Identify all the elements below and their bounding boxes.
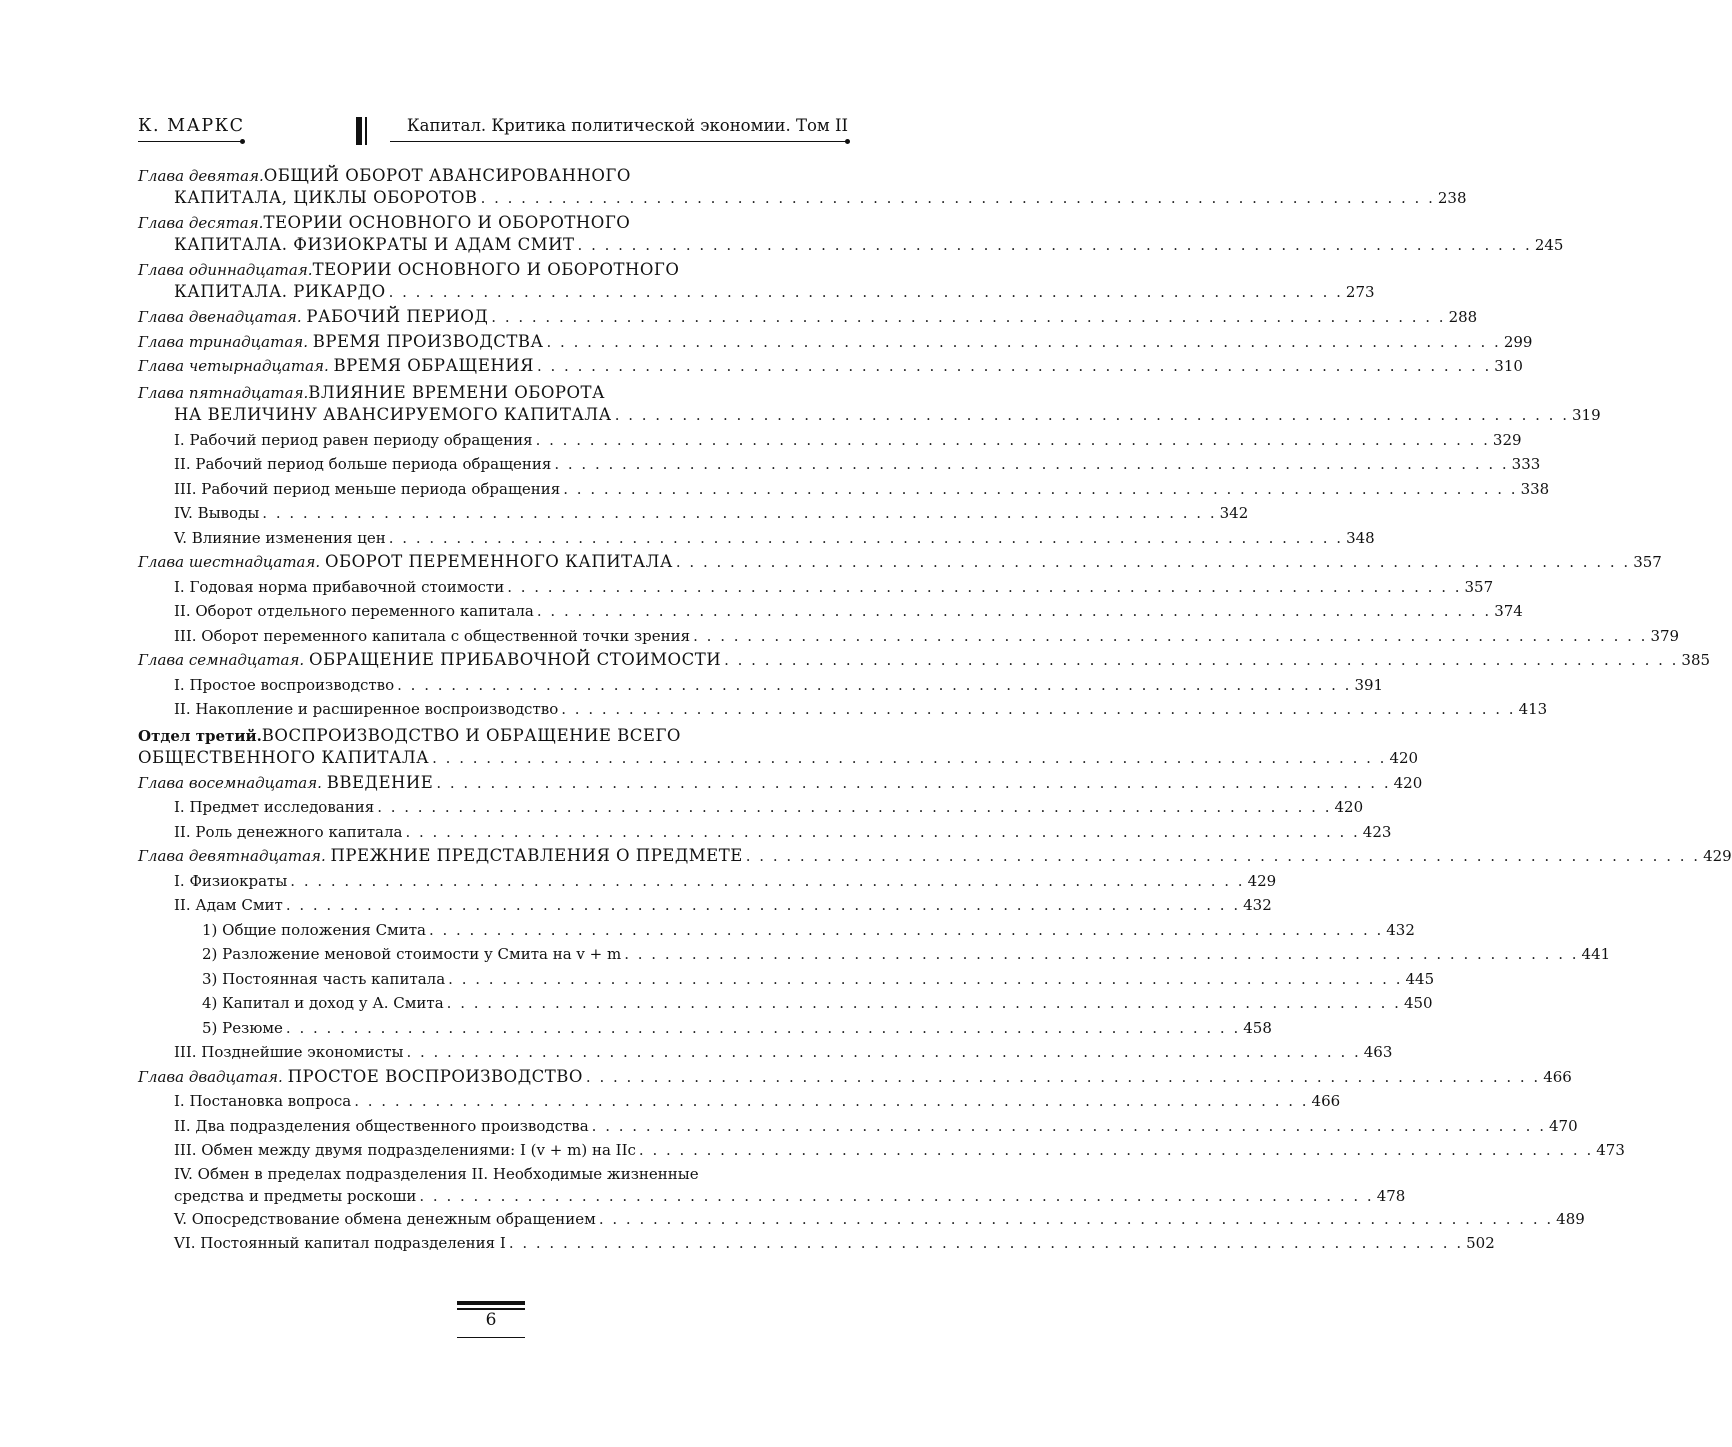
footer-rule (457, 1337, 525, 1338)
toc-title (174, 1185, 419, 1207)
toc-page-number: 348 (1346, 528, 1375, 547)
leader-dots: . . . . . . . . . . . . . . . . . . . . . . . . . . . . . . . . . . . . . . . . . . . . . . . . . . . . . . . . . . . . . . . . . . . . . . . (354, 1092, 1309, 1110)
toc-title (174, 893, 286, 918)
toc-page-number: 288 (1448, 308, 1478, 326)
toc-entry-sub (138, 501, 1249, 526)
chapter-label: Глава двадцатая. (138, 1067, 283, 1086)
toc-line (138, 526, 1375, 551)
toc-line (138, 1016, 1272, 1041)
toc-entry-sub (138, 526, 1375, 551)
leader-dots: . . . . . . . . . . . . . . . . . . . . . . . . . . . . . . . . . . . . . . . . . . . . . . . . . . . . . . . . . . . . . . . . . . . . . . . (507, 577, 1462, 596)
toc-page-number: 420 (1393, 773, 1423, 792)
section-title: IV. Выводы (174, 504, 260, 522)
leader-dots: . . . . . . . . . . . . . . . . . . . . . . . . . . . . . . . . . . . . . . . . . . . . . . . . . . . . . . . . . . . . . . . . . . . . . . . (693, 626, 1648, 645)
section-title: I. Годовая норма прибавочной стоимости (174, 577, 505, 596)
table-of-contents (138, 162, 1732, 1256)
leader-dots: . . . . . . . . . . . . . . . . . . . . . . . . . . . . . . . . . . . . . . . . . . . . . . . . . . . . . . . . . . . . . . . . . . . . . . . (561, 700, 1516, 718)
chapter-title: ТЕОРИИ ОСНОВНОГО И ОБОРОТНОГО (263, 213, 631, 232)
leader-dots: . . . . . . . . . . . . . . . . . . . . . . . . . . . . . . . . . . . . . . . . . . . . . . . . . . . . . . . . . . . . . . . . . . . . . . . (285, 1018, 1241, 1037)
toc-entry-chapter1 (138, 771, 1423, 796)
leader-dots: . . . . . . . . . . . . . . . . . . . . . . . . . . . . . . . . . . . . . . . . . . . . . . . . . . . . . . . . . . . . . . . . . . . . . . . (428, 920, 1384, 939)
toc-entry-subsub (138, 918, 1415, 943)
toc-line (138, 820, 1392, 845)
leader-dots: . . . . . . . . . . . . . . . . . . . . . . . . . . . . . . . . . . . . . . . . . . . . . . . . . . . . . . . . . . . . . . . . . . . . . . . (554, 455, 1509, 473)
toc-line (138, 747, 1419, 769)
subsection-title: 4) Капитал и доход у А. Смита (202, 994, 444, 1012)
toc-page-number: 478 (1376, 1186, 1406, 1205)
section-title: III. Оборот переменного капитала с общественной точки зрения (174, 626, 691, 645)
section-title: V. Опосредствование обмена денежным обращением (174, 1209, 596, 1228)
toc-title (174, 452, 554, 477)
toc-title (138, 550, 676, 575)
toc-page-number: 502 (1466, 1234, 1495, 1252)
toc-page-number: 445 (1405, 969, 1435, 988)
toc-entry-chapter (138, 259, 1375, 303)
toc-entry-chapter (138, 212, 1564, 256)
toc-title (174, 1089, 354, 1114)
toc-line (138, 1231, 1495, 1256)
toc-page-number: 310 (1494, 357, 1523, 375)
leader-dots: . . . . . . . . . . . . . . . . . . . . . . . . . . . . . . . . . . . . . . . . . . . . . . . . . . . . . . . . . . . . . . . . . . . . . . . (536, 357, 1492, 375)
section-title: III. Обмен между двумя подразделениями: I (v + m) на IIc (174, 1141, 636, 1159)
toc-title (174, 575, 507, 600)
toc-page-number: 423 (1362, 822, 1392, 841)
toc-title (174, 599, 537, 624)
leader-dots: . . . . . . . . . . . . . . . . . . . . . . . . . . . . . . . . . . . . . . . . . . . . . . . . . . . . . . . . . . . . . . . . . . . . . . . (388, 528, 1344, 547)
toc-title (138, 330, 547, 355)
leader-dots: . . . . . . . . . . . . . . . . . . . . . . . . . . . . . . . . . . . . . . . . . . . . . . . . . . . . . . . . . . . . . . . . . . . . . . . (491, 308, 1446, 326)
chapter-title: РАБОЧИЙ ПЕРИОД (306, 307, 489, 326)
toc-page-number: 329 (1492, 430, 1522, 449)
toc-entry-chapter1 (138, 354, 1523, 379)
toc-page-number: 342 (1219, 504, 1249, 522)
toc-line (138, 187, 1467, 209)
toc-entry-sub (138, 1138, 1625, 1163)
section-title: III. Рабочий период меньше периода обращения (174, 479, 561, 498)
leader-dots: . . . . . . . . . . . . . . . . . . . . . . . . . . . . . . . . . . . . . . . . . . . . . . . . . . . . . . . . . . . . . . . . . . . . . . . (388, 283, 1343, 301)
toc-page-number: 429 (1703, 847, 1732, 865)
chapter-title: ВЛИЯНИЕ ВРЕМЕНИ ОБОРОТА (308, 382, 606, 402)
toc-page-number: 299 (1503, 332, 1533, 351)
toc-title (174, 697, 561, 722)
toc-line (138, 893, 1272, 918)
toc-title (202, 1016, 286, 1041)
section-title: II. Роль денежного капитала (174, 822, 403, 841)
toc-entry-sub (138, 452, 1541, 477)
toc-title (138, 354, 537, 379)
toc-entry-subsub (138, 991, 1433, 1016)
header-rule-right (390, 141, 848, 142)
subsection-title: 5) Резюме (202, 1018, 283, 1037)
leader-dots: . . . . . . . . . . . . . . . . . . . . . . . . . . . . . . . . . . . . . . . . . . . . . . . . . . . . . . . . . . . . . . . . . . . . . . . (535, 430, 1490, 449)
toc-entry-chapter (138, 165, 1467, 209)
toc-entry-sub (138, 1231, 1495, 1256)
leader-dots: . . . . . . . . . . . . . . . . . . . . . . . . . . . . . . . . . . . . . . . . . . . . . . . . . . . . . . . . . . . . . . . . . . . . . . . (624, 945, 1579, 963)
leader-dots: . . . . . . . . . . . . . . . . . . . . . . . . . . . . . . . . . . . . . . . . . . . . . . . . . . . . . . . . . . . . . . . . . . . . . . . (377, 798, 1332, 816)
toc-page-number: 420 (1334, 798, 1364, 816)
section-title: II. Накопление и расширенное воспроизводство (174, 700, 559, 718)
toc-line (138, 281, 1375, 303)
toc-entry-chapter1 (138, 305, 1478, 330)
toc-page-number: 450 (1403, 994, 1433, 1012)
toc-entry-chapter1 (138, 844, 1732, 869)
toc-line (138, 844, 1732, 869)
toc-page-number: 470 (1548, 1116, 1578, 1135)
leader-dots: . . . . . . . . . . . . . . . . . . . . . . . . . . . . . . . . . . . . . . . . . . . . . . . . . . . . . . . . . . . . . . . . . . . . . . . (598, 1209, 1554, 1228)
toc-page-number: 473 (1596, 1141, 1625, 1159)
leader-dots: . . . . . . . . . . . . . . . . . . . . . . . . . . . . . . . . . . . . . . . . . . . . . . . . . . . . . . . . . . . . . . . . . . . . . . . (536, 602, 1492, 620)
toc-title (174, 1138, 639, 1163)
leader-dots: . . . . . . . . . . . . . . . . . . . . . . . . . . . . . . . . . . . . . . . . . . . . . . . . . . . . . . . . . . . . . . . . . . . . . . . (419, 1186, 1374, 1205)
toc-line (138, 967, 1435, 992)
toc-entry-subsub (138, 967, 1435, 992)
toc-entry-sub (138, 428, 1522, 453)
toc-entry-chapter1 (138, 648, 1711, 673)
toc-title (174, 428, 536, 453)
section-title: II. Оборот отдельного переменного капитала (174, 602, 534, 620)
leader-dots: . . . . . . . . . . . . . . . . . . . . . . . . . . . . . . . . . . . . . . . . . . . . . . . . . . . . . . . . . . . . . . . . . . . . . . . (638, 1141, 1594, 1159)
toc-page-number: 391 (1354, 675, 1384, 694)
chapter-title: ОБЩИЙ ОБОРОТ АВАНСИРОВАННОГО (263, 166, 631, 185)
toc-entry-sub (138, 673, 1384, 698)
toc-line (138, 165, 848, 187)
chapter-label: Глава тринадцатая. (138, 332, 308, 351)
subsection-title: 1) Общие положения Смита (202, 920, 426, 939)
chapter-label: Глава десятая. (138, 214, 264, 232)
toc-entry-sub (138, 820, 1392, 845)
toc-title (202, 942, 624, 967)
toc-page-number: 466 (1311, 1092, 1341, 1110)
toc-line (138, 918, 1415, 943)
toc-title (174, 477, 563, 502)
toc-line (138, 991, 1433, 1016)
leader-dots: . . . . . . . . . . . . . . . . . . . . . . . . . . . . . . . . . . . . . . . . . . . . . . . . . . . . . . . . . . . . . . . . . . . . . . . (432, 748, 1387, 767)
header-rule-left (138, 141, 243, 142)
toc-page-number: 374 (1494, 602, 1523, 620)
toc-entry-sub (138, 795, 1364, 820)
toc-line (138, 697, 1548, 722)
toc-line (138, 477, 1550, 502)
toc-line (138, 550, 1662, 575)
leader-dots: . . . . . . . . . . . . . . . . . . . . . . . . . . . . . . . . . . . . . . . . . . . . . . . . . . . . . . . . . . . . . . . . . . . . . . . (397, 675, 1352, 694)
toc-line (138, 1040, 1393, 1065)
toc-line (138, 212, 848, 234)
toc-entry-sub (138, 1040, 1393, 1065)
header-rule-ornament (240, 139, 245, 144)
leader-dots: . . . . . . . . . . . . . . . . . . . . . . . . . . . . . . . . . . . . . . . . . . . . . . . . . . . . . . . . . . . . . . . . . . . . . . . (480, 189, 1435, 207)
leader-dots: . . . . . . . . . . . . . . . . . . . . . . . . . . . . . . . . . . . . . . . . . . . . . . . . . . . . . . . . . . . . . . . . . . . . . . . (436, 773, 1391, 792)
chapter-label: Глава девятнадцатая. (138, 847, 326, 865)
toc-title (174, 869, 290, 894)
toc-entry-sub (138, 575, 1494, 600)
toc-page-number: 441 (1581, 945, 1611, 963)
chapter-label: Глава одиннадцатая. (138, 261, 313, 279)
toc-page-number: 319 (1572, 405, 1601, 424)
leader-dots: . . . . . . . . . . . . . . . . . . . . . . . . . . . . . . . . . . . . . . . . . . . . . . . . . . . . . . . . . . . . . . . . . . . . . . . (745, 847, 1701, 865)
toc-entry-subsub (138, 942, 1611, 967)
toc-line (138, 1163, 848, 1185)
toc-line (138, 501, 1249, 526)
toc-line (138, 624, 1680, 649)
toc-line (138, 1114, 1578, 1139)
chapter-title: ОБОРОТ ПЕРЕМЕННОГО КАПИТАЛА (324, 552, 673, 571)
toc-line (138, 771, 1423, 796)
section-title: VI. Постоянный капитал подразделения I (174, 1234, 506, 1252)
section-title: I. Простое воспроизводство (174, 675, 395, 694)
chapter-title-continued: КАПИТАЛА. ФИЗИОКРАТЫ И АДАМ СМИТ (174, 235, 575, 254)
toc-title (174, 1207, 599, 1232)
section-title: I. Рабочий период равен периоду обращения (174, 430, 533, 449)
chapter-title: ВРЕМЯ ОБРАЩЕНИЯ (333, 356, 534, 375)
toc-line (138, 452, 1541, 477)
leader-dots: . . . . . . . . . . . . . . . . . . . . . . . . . . . . . . . . . . . . . . . . . . . . . . . . . . . . . . . . . . . . . . . . . . . . . . . (585, 1067, 1541, 1086)
chapter-title-continued: НА ВЕЛИЧИНУ АВАНСИРУЕМОГО КАПИТАЛА (174, 404, 612, 424)
toc-title (174, 281, 389, 303)
toc-page-number: 420 (1389, 748, 1419, 767)
leader-dots: . . . . . . . . . . . . . . . . . . . . . . . . . . . . . . . . . . . . . . . . . . . . . . . . . . . . . . . . . . . . . . . . . . . . . . . (724, 651, 1679, 669)
toc-title (174, 820, 405, 845)
leader-dots: . . . . . . . . . . . . . . . . . . . . . . . . . . . . . . . . . . . . . . . . . . . . . . . . . . . . . . . . . . . . . . . . . . . . . . . (285, 896, 1241, 914)
toc-entry-sub (138, 599, 1523, 624)
toc-entry-sub (138, 1114, 1578, 1139)
chapter-title-continued: КАПИТАЛА. РИКАРДО (174, 282, 386, 301)
toc-page-number: 333 (1511, 455, 1541, 473)
toc-line (138, 234, 1564, 256)
section-title: I. Физиократы (174, 871, 288, 890)
toc-line (138, 599, 1523, 624)
footer-ornament (457, 1301, 525, 1305)
toc-title (138, 305, 491, 330)
toc-entry-sub (138, 1207, 1585, 1232)
toc-entry-chapter1 (138, 550, 1662, 575)
toc-title (174, 526, 389, 551)
toc-line (138, 575, 1494, 600)
chapter-title: ВОСПРОИЗВОДСТВО И ОБРАЩЕНИЕ ВСЕГО (261, 725, 681, 745)
section-title: IV. Обмен в пределах подразделения II. Необходимые жизненные (174, 1164, 699, 1183)
leader-dots: . . . . . . . . . . . . . . . . . . . . . . . . . . . . . . . . . . . . . . . . . . . . . . . . . . . . . . . . . . . . . . . . . . . . . . . (546, 332, 1501, 351)
leader-dots: . . . . . . . . . . . . . . . . . . . . . . . . . . . . . . . . . . . . . . . . . . . . . . . . . . . . . . . . . . . . . . . . . . . . . . . (406, 1043, 1361, 1061)
part-label: Отдел третий. (138, 726, 262, 745)
toc-entry-chapter (138, 382, 1601, 426)
section-title: II. Рабочий период больше периода обращения (174, 455, 552, 473)
toc-entry-sub (138, 477, 1550, 502)
leader-dots: . . . . . . . . . . . . . . . . . . . . . . . . . . . . . . . . . . . . . . . . . . . . . . . . . . . . . . . . . . . . . . . . . . . . . . . (405, 822, 1360, 841)
toc-entry-sub (138, 1089, 1341, 1114)
toc-page-number: 458 (1243, 1018, 1272, 1037)
toc-page-number: 466 (1543, 1067, 1572, 1086)
toc-page-number: 429 (1247, 871, 1277, 890)
toc-line (138, 1207, 1585, 1232)
chapter-label: Глава четырнадцатая. (138, 357, 329, 375)
toc-title (202, 918, 429, 943)
toc-title (202, 967, 448, 992)
toc-page-number: 432 (1386, 920, 1415, 939)
toc-title (138, 648, 724, 673)
chapter-title: ВРЕМЯ ПРОИЗВОДСТВА (312, 331, 544, 351)
toc-title (138, 747, 432, 769)
header-divider-ornament-thin (365, 117, 367, 145)
header-rule-ornament-right (845, 139, 850, 144)
leader-dots: . . . . . . . . . . . . . . . . . . . . . . . . . . . . . . . . . . . . . . . . . . . . . . . . . . . . . . . . . . . . . . . . . . . . . . . (448, 969, 1403, 988)
chapter-title-continued: ОБЩЕСТВЕННОГО КАПИТАЛА (138, 747, 430, 767)
toc-page-number: 385 (1681, 651, 1711, 669)
toc-title (174, 501, 262, 526)
toc-title (174, 234, 578, 256)
toc-line (138, 648, 1711, 673)
leader-dots: . . . . . . . . . . . . . . . . . . . . . . . . . . . . . . . . . . . . . . . . . . . . . . . . . . . . . . . . . . . . . . . . . . . . . . . (614, 405, 1569, 424)
toc-title (138, 844, 746, 869)
chapter-title: ТЕОРИИ ОСНОВНОГО И ОБОРОТНОГО (312, 260, 680, 279)
toc-line (138, 942, 1611, 967)
toc-line (138, 725, 848, 747)
toc-line (138, 1185, 1406, 1207)
toc-title (174, 1114, 592, 1139)
toc-line (138, 354, 1523, 379)
header-divider-ornament (356, 117, 362, 145)
chapter-title-continued: КАПИТАЛА, ЦИКЛЫ ОБОРОТОВ (174, 188, 478, 207)
section-title: II. Адам Смит (174, 896, 283, 914)
section-title: V. Влияние изменения цен (174, 528, 386, 547)
leader-dots: . . . . . . . . . . . . . . . . . . . . . . . . . . . . . . . . . . . . . . . . . . . . . . . . . . . . . . . . . . . . . . . . . . . . . . . (563, 479, 1518, 498)
chapter-label: Глава девятая. (138, 167, 264, 185)
toc-page-number: 489 (1556, 1209, 1585, 1228)
toc-line (138, 330, 1533, 355)
toc-title (174, 1040, 406, 1065)
toc-entry-sub (138, 624, 1680, 649)
chapter-label: Глава пятнадцатая. (138, 383, 309, 402)
toc-page-number: 238 (1437, 189, 1467, 207)
section-title: II. Два подразделения общественного производства (174, 1116, 589, 1135)
page-number: 6 (485, 1310, 497, 1330)
section-title: I. Постановка вопроса (174, 1092, 352, 1110)
toc-line (138, 259, 848, 281)
toc-title (174, 624, 693, 649)
chapter-title: ВВЕДЕНИЕ (326, 772, 434, 792)
toc-title (202, 991, 447, 1016)
toc-page-number: 357 (1633, 553, 1662, 571)
leader-dots: . . . . . . . . . . . . . . . . . . . . . . . . . . . . . . . . . . . . . . . . . . . . . . . . . . . . . . . . . . . . . . . . . . . . . . . (290, 871, 1245, 890)
leader-dots: . . . . . . . . . . . . . . . . . . . . . . . . . . . . . . . . . . . . . . . . . . . . . . . . . . . . . . . . . . . . . . . . . . . . . . . (577, 236, 1532, 254)
toc-entry-sub (138, 869, 1277, 894)
toc-line (138, 404, 1601, 426)
chapter-title: ПРОСТОЕ ВОСПРОИЗВОДСТВО (287, 1066, 583, 1086)
chapter-label: Глава двенадцатая. (138, 308, 302, 326)
toc-page-number: 432 (1243, 896, 1272, 914)
section-title: I. Предмет исследования (174, 798, 375, 816)
leader-dots: . . . . . . . . . . . . . . . . . . . . . . . . . . . . . . . . . . . . . . . . . . . . . . . . . . . . . . . . . . . . . . . . . . . . . . . (262, 504, 1217, 522)
toc-title (174, 404, 615, 426)
leader-dots: . . . . . . . . . . . . . . . . . . . . . . . . . . . . . . . . . . . . . . . . . . . . . . . . . . . . . . . . . . . . . . . . . . . . . . . (675, 553, 1631, 571)
toc-entry-sub2 (138, 1163, 1406, 1207)
section-title: III. Позднейшие экономисты (174, 1043, 404, 1061)
subsection-title: 3) Постоянная часть капитала (202, 969, 446, 988)
chapter-title: ПРЕЖНИЕ ПРЕДСТАВЛЕНИЯ О ПРЕДМЕТЕ (330, 846, 743, 865)
leader-dots: . . . . . . . . . . . . . . . . . . . . . . . . . . . . . . . . . . . . . . . . . . . . . . . . . . . . . . . . . . . . . . . . . . . . . . . (446, 994, 1401, 1012)
toc-line (138, 1065, 1572, 1090)
toc-page-number: 273 (1345, 283, 1375, 301)
toc-line (138, 382, 848, 404)
toc-title (174, 795, 377, 820)
chapter-label: Глава шестнадцатая. (138, 553, 321, 571)
leader-dots: . . . . . . . . . . . . . . . . . . . . . . . . . . . . . . . . . . . . . . . . . . . . . . . . . . . . . . . . . . . . . . . . . . . . . . . (591, 1116, 1546, 1135)
toc-title (174, 673, 397, 698)
toc-line (138, 795, 1364, 820)
toc-title (138, 771, 436, 796)
toc-page-number: 357 (1464, 577, 1494, 596)
toc-entry-sub (138, 697, 1548, 722)
toc-entry-part (138, 725, 1419, 769)
toc-page-number: 338 (1520, 479, 1550, 498)
running-head-author: К. МАРКС (138, 116, 245, 136)
toc-page-number: 379 (1650, 626, 1680, 645)
leader-dots: . . . . . . . . . . . . . . . . . . . . . . . . . . . . . . . . . . . . . . . . . . . . . . . . . . . . . . . . . . . . . . . . . . . . . . . (508, 1234, 1464, 1252)
chapter-title: ОБРАЩЕНИЕ ПРИБАВОЧНОЙ СТОИМОСТИ (308, 650, 722, 669)
toc-page-number: 245 (1534, 236, 1564, 254)
toc-page-number: 463 (1363, 1043, 1393, 1061)
toc-title (174, 187, 481, 209)
toc-entry-chapter1 (138, 1065, 1572, 1090)
toc-entry-sub (138, 893, 1272, 918)
toc-title (138, 1065, 586, 1090)
toc-line (138, 1138, 1625, 1163)
chapter-label: Глава восемнадцатая. (138, 773, 322, 792)
toc-line (138, 305, 1478, 330)
chapter-label: Глава семнадцатая. (138, 651, 305, 669)
running-head-title: Капитал. Критика политической экономии. Том II (406, 116, 848, 135)
toc-line (138, 1089, 1341, 1114)
toc-line (138, 869, 1277, 894)
toc-entry-subsub (138, 1016, 1272, 1041)
subsection-title: 2) Разложение меновой стоимости у Смита на v + m (202, 945, 622, 963)
toc-line (138, 673, 1384, 698)
toc-page-number: 413 (1518, 700, 1548, 718)
section-title-continued: средства и предметы роскоши (174, 1186, 417, 1205)
toc-title (174, 1231, 509, 1256)
toc-line (138, 428, 1522, 453)
toc-entry-chapter1 (138, 330, 1533, 355)
